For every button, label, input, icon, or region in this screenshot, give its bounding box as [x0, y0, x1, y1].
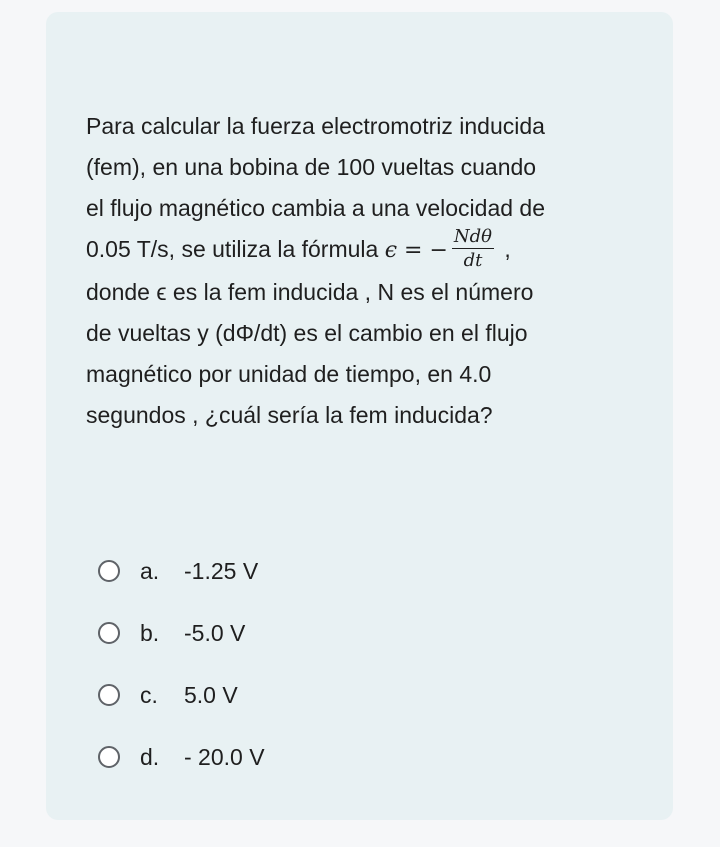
- question-line-2: (fem), en una bobina de 100 vueltas cuando: [86, 154, 537, 180]
- option-label: -5.0 V: [184, 619, 246, 646]
- question-line-4-suffix: ,: [498, 236, 511, 262]
- question-line-7: magnético por unidad de tiempo, en 4.0: [86, 361, 492, 387]
- radio-button-icon[interactable]: [98, 746, 120, 768]
- question-line-8: segundos , ¿cuál sería la fem inducida?: [86, 402, 493, 428]
- option-b[interactable]: [98, 602, 618, 664]
- answer-options: [98, 540, 618, 788]
- question-line-1: Para calcular la fuerza electromotriz inducida: [86, 113, 545, 139]
- radio-button-icon[interactable]: [98, 560, 120, 582]
- formula-fraction: [452, 228, 494, 270]
- option-letter: d.: [140, 743, 160, 770]
- option-letter: a.: [140, 557, 160, 584]
- option-label: 5.0 V: [184, 681, 238, 708]
- question-line-5: donde ϵ es la fem inducida , N es el número: [86, 279, 534, 305]
- radio-button-icon[interactable]: [98, 622, 120, 644]
- question-card: [46, 12, 673, 820]
- question-line-3: el flujo magnético cambia a una velocidad de: [86, 195, 546, 221]
- option-c[interactable]: [98, 664, 618, 726]
- formula: [384, 226, 498, 271]
- question-line-4: [86, 226, 646, 272]
- question-line-4-prefix: 0.05 T/s, se utiliza la fórmula: [86, 236, 385, 262]
- radio-button-icon[interactable]: [98, 684, 120, 706]
- question-line-6: de vueltas y (dΦ/dt) es el cambio en el flujo: [86, 320, 528, 346]
- question-text: [86, 106, 646, 436]
- option-d[interactable]: [98, 726, 618, 788]
- formula-denominator: dt: [463, 250, 483, 271]
- formula-numerator: Ndθ: [453, 226, 493, 247]
- option-a[interactable]: [98, 540, 618, 602]
- option-letter: c.: [140, 681, 158, 708]
- option-label: - 20.0 V: [184, 743, 265, 770]
- formula-equals: = −: [397, 238, 448, 263]
- formula-lhs: ϵ: [384, 238, 398, 263]
- option-label: -1.25 V: [184, 557, 259, 584]
- option-letter: b.: [140, 619, 160, 646]
